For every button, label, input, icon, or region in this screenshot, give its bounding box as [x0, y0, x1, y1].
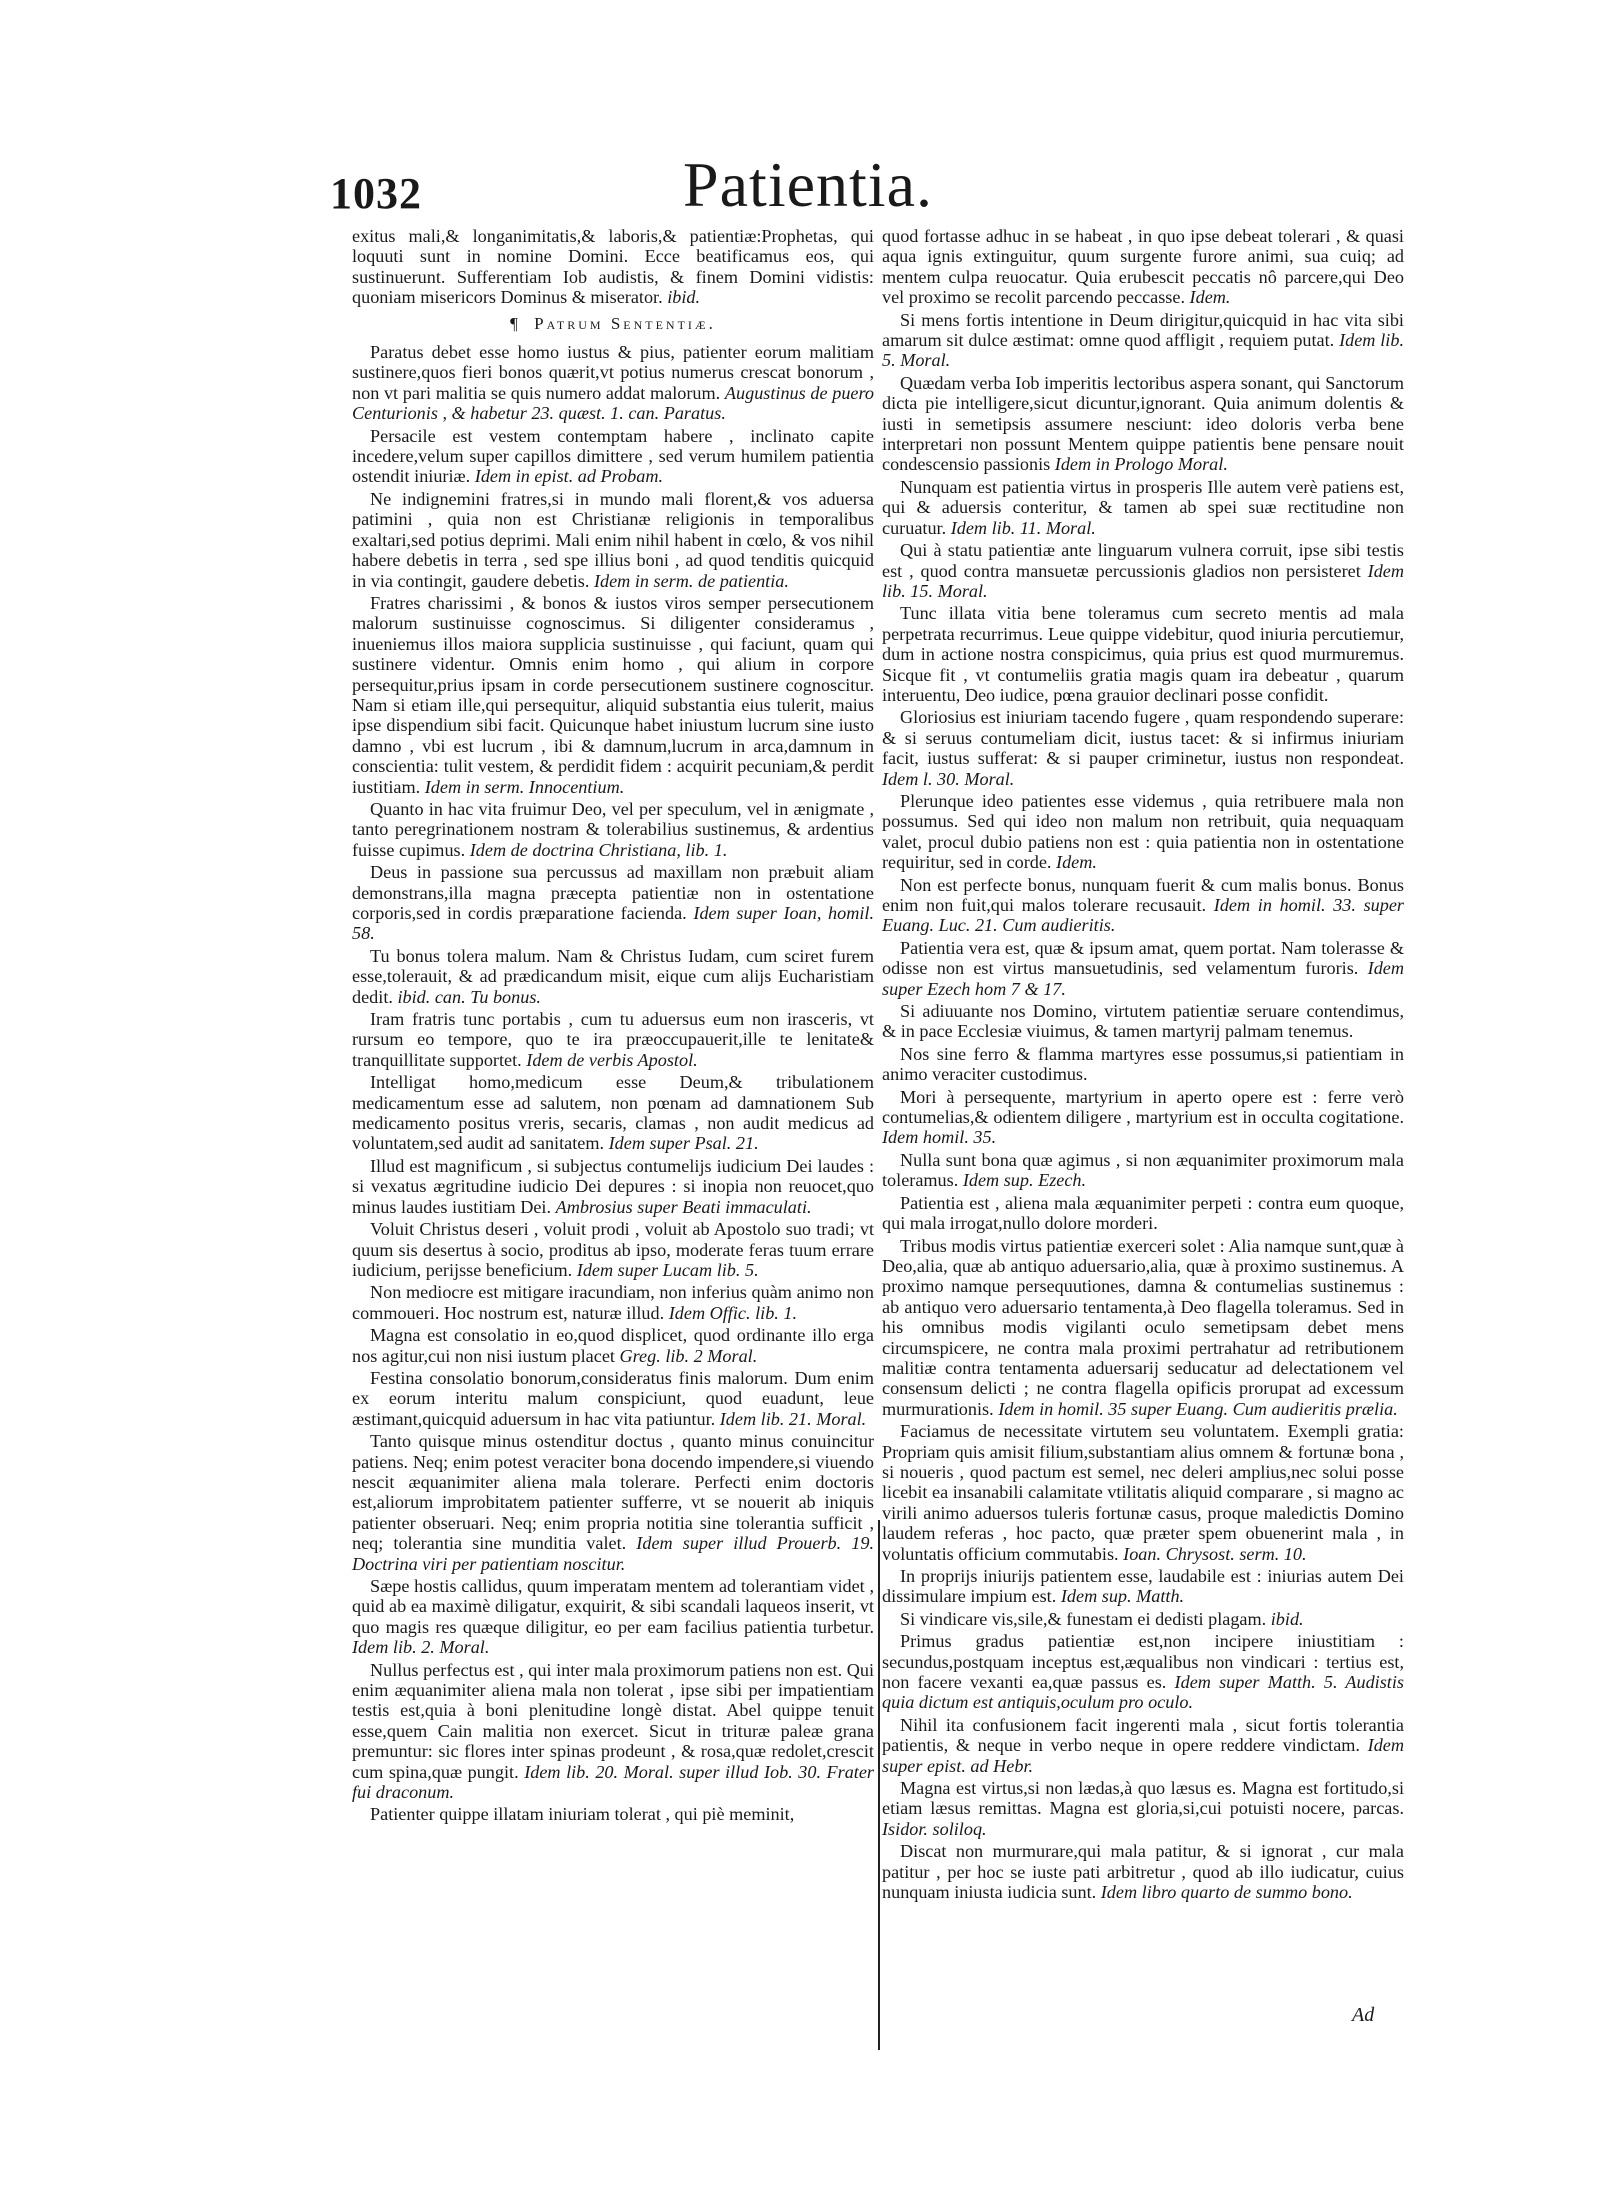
paragraph-text: Non mediocre est mitigare iracundiam, non inferius quàm animo non commoueri. Hoc nostrum est, naturæ illud.	[352, 1282, 874, 1323]
citation: Idem super Ezech hom 7 & 17.	[882, 958, 1404, 999]
paragraph-text: Fratres charissimi , & bonos & iustos viros semper persecutionem malorum sustinuisse cognoscimus. Si diligenter consideramus , inueniemus illos maiora supplicia sustinuisse , qui faciunt, quam qui sustinere videntur. Omnis enim homo , qui alium in corpore persequitur,prius ipsam in corde persecutionem sustinere cognoscitur. Nam si etiam ille,qui persequitur, aliquid substantia eius tulerit, maius ipse dispendium sibi facit. Quicunque habet iniustum lucrum sine iusto damno , vbi est lucrum , ibi & damnum,lucrum in arca,damnum in conscientia: tulit vestem, & perdidit fidem : acquirit pecuniam,& perdit iustitiam.	[352, 592, 874, 797]
paragraph-text: Ne indignemini fratres,si in mundo mali florent,& vos aduersa patimini , quia non est Christianæ religionis in temporalibus exaltari,sed potius deprimi. Mali enim nihil habent in cœlo, & vos nihil habere debetis in terra , sed spe illius boni , ad quod tenditis quicquid in via contingit, gaudere debetis.	[352, 488, 874, 591]
citation: Idem in homil. 33. super Euang. Luc. 21. Cum audieritis.	[882, 895, 1404, 936]
sententia-paragraph	[882, 1087, 1404, 1148]
paragraph-text: Gloriosius est iniuriam tacendo fugere , quam respondendo superare: & si seruus contumeliam dicit, iustus tacet: & si infirmus iniuriam facit, iustus sufferat: & si pauper criminetur, iustus non respondeat.	[882, 707, 1404, 769]
sententia-paragraph	[882, 1236, 1404, 1420]
paragraph-text: Magna est consolatio in eo,quod displicet, quod ordinante illo erga nos agitur,cui non nisi iustum placet	[352, 1325, 874, 1366]
page-number: 1032	[330, 169, 422, 218]
paragraph-text: Mori à persequente, martyrium in aperto opere est : ferre verò contumelias,& odientem diligere , martyrium est in occulta cogitatione.	[882, 1086, 1404, 1128]
citation: Idem sup. Ezech.	[962, 1170, 1087, 1191]
paragraph-text: Faciamus de necessitate virtutem seu voluntatem. Exempli gratia: Propriam quis amisit filium,substantiam alius omnem & fortunæ bona , si noueris , quod pactum est semel, nec deleri amplius,nec solui posse licebit ea insanabili calamitate vtilitatis aliquid comparare , si magno ac virili animo aduersos tuleris fortunæ casus, proque maledictis Domino laudem referas , hoc pacto, quæ præter spem obuenerint mala , in voluntatis officium commutabis.	[882, 1421, 1404, 1564]
paragraph-text: Patientia vera est, quæ & ipsum amat, quem portat. Nam tolerasse & odisse non est virtus mansuetudinis, sed velamentum furoris.	[882, 937, 1404, 979]
sententia-paragraph	[352, 1431, 874, 1574]
sententia-paragraph	[352, 489, 874, 591]
sententia-paragraph	[352, 1576, 874, 1658]
sententia-paragraph	[352, 1804, 874, 1824]
paragraph-text: Nulla sunt bona quæ agimus , si non æquanimiter proximorum mala toleramus.	[882, 1149, 1404, 1191]
paragraph-text: quod fortasse adhuc in se habeat , in quo ipse debeat tolerari , & quasi aqua ignis extinguitur, quum surgente furore animi, sua cuiq; ad mentem culpa reuocatur. Quia erubescit peccatis nô parcere,qui Deo vel proximo se recolit parcendo peccasse.	[882, 226, 1404, 308]
citation: Idem.	[1189, 287, 1231, 308]
citation: Idem lib. 20. Moral. super illud Iob. 30. Frater fui draconum.	[352, 1761, 874, 1803]
sententia-paragraph	[352, 426, 874, 487]
paragraph-text: Paratus debet esse homo iustus & pius, patienter eorum malitiam sustinere,quos fieri bonos quærit,vt potius numerus crescat bonorum , non vt pari malitia se quis numero addat malorum.	[352, 342, 874, 403]
paragraph-text: Si mens fortis intentione in Deum dirigitur,quicquid in hac vita sibi amarum sit dulce æstimat: omne quod affligit , requiem putat.	[882, 309, 1404, 351]
running-title: Patientia.	[683, 149, 933, 220]
citation: Idem lib. 5. Moral.	[882, 330, 1404, 371]
paragraph-text: Sæpe hostis callidus, quum imperatam mentem ad tolerantiam videt , quid ab ea maximè diligatur, exquirit, & sibi scandali laqueos inserit, vt quo magis res quæque diligitur, eo per eam facilius patientia turbetur.	[352, 1576, 874, 1637]
sententia-paragraph	[352, 862, 874, 944]
paragraph-text: Intelligat homo,medicum esse Deum,& tribulationem medicamentum esse ad salutem, non pœnam ad damnationem Sub medicamento positus vreris, secaris, clamas , non audit medicus ad voluntatem,sed audit ad sanitatem.	[352, 1072, 874, 1154]
sententia-paragraph	[352, 1282, 874, 1323]
paragraph-text: Tanto quisque minus ostenditur doctus , quanto minus conuincitur patiens. Neq; enim potest veraciter bona docendo impendere,si viuendo nescit æquanimiter aliena mala tolerare. Perfecti enim doctoris est,aliorum improbitatem patienter sufferre, vt se nouerit ab iniquis patienter obseruari. Neq; enim propria notitia sine tolerantia sufficit , neq; tolerantia sine munditia valet.	[352, 1431, 874, 1554]
citation: Idem super Lucam lib. 5.	[576, 1259, 759, 1280]
sententia-paragraph	[882, 1001, 1404, 1042]
paragraph-text: Quanto in hac vita fruimur Deo, vel per speculum, vel in ænigmate , tanto peregrinationem nostram & tolerabilius sustinemus, & ardentius fuisse cupimus.	[352, 798, 874, 860]
sententia-paragraph	[882, 1044, 1404, 1085]
paragraph-text: Deus in passione sua percussus ad maxillam non præbuit aliam demonstrans,illa magna præcepta patientiæ non in ostentatione corporis,sed in cordis præparatione facienda.	[352, 862, 874, 923]
paragraph-text: Nos sine ferro & flamma martyres esse possumus,si patientiam in animo veraciter custodimus.	[882, 1043, 1404, 1085]
sententia-paragraph	[882, 226, 1404, 308]
paragraph-text: Tunc illata vitia bene toleramus cum secreto mentis ad mala perpetrata recurrimus. Leue quippe videbitur, quod iniuria percutiemur, dum in actione nostra conspicimus, quia prius est quod murmuremus. Sicque fit , vt contumeliis gratia magis quam ira debeatur , quarum interuentu, Deo iudice, pœna grauior declinari posse confidit.	[882, 603, 1404, 705]
sententia-paragraph	[882, 540, 1404, 601]
paragraph-text: Tu bonus tolera malum. Nam & Christus Iudam, cum sciret furem esse,tolerauit, & ad prædicandum misit, eique cum alijs Eucharistiam dedit.	[352, 945, 874, 1007]
right-column	[882, 226, 1404, 1905]
paragraph-text: Patienter quippe illatam iniuriam tolerat , qui piè meminit,	[370, 1804, 795, 1825]
section-heading	[352, 314, 874, 334]
citation: Idem de doctrina Christiana, lib. 1.	[469, 839, 728, 860]
citation: Idem super illud Prouerb. 19. Doctrina viri per patientiam noscitur.	[352, 1533, 874, 1574]
citation: Idem super epist. ad Hebr.	[882, 1735, 1405, 1776]
sententia-paragraph	[352, 593, 874, 797]
citation: Idem in homil. 35 super Euang. Cum audieritis prælia.	[998, 1398, 1398, 1419]
paragraph-text: Plerunque ideo patientes esse videmus , quia retribuere mala non possumus. Sed qui ideo non malum non retribuit, quia nequaquam valet, procul dubio patiens non est : quia patientia non in ostentatione requiritur, sed in corde.	[882, 790, 1404, 873]
paragraph-text: Non est perfecte bonus, nunquam fuerit & cum malis bonus. Bonus enim non fuit,qui malos tolerare recusauit.	[882, 874, 1404, 915]
citation: Idem in epist. ad Probam.	[474, 466, 664, 487]
sententia-paragraph	[882, 1150, 1404, 1191]
sententia-paragraph	[882, 1566, 1404, 1607]
sententia-paragraph	[882, 791, 1404, 873]
sententia-paragraph	[352, 342, 874, 424]
paragraph-text: Si adiuuante nos Domino, virtutem patientiæ seruare contendimus, & in pace Ecclesiæ viuimus, & tamen martyrij palmam tenemus.	[882, 1001, 1404, 1042]
citation: Idem super Matth. 5. Audistis quia dictum est antiquis,oculum pro oculo.	[882, 1672, 1404, 1713]
paragraph-text: Primus gradus patientiæ est,non incipere iniustitiam : secundus,postquam inceptus est,æqualibus non vindicari : tertius est, non facere vexanti ea,quæ passus es.	[882, 1631, 1404, 1693]
citation: Augustinus de puero Centurionis , & habetur 23. quæst. 1. can. Paratus.	[352, 382, 874, 424]
paragraph-text: Iram fratris tunc portabis , cum tu aduersus eum non irasceris, vt rursum eo tempore, quo te ira præoccupauerit,ille te lenitate& tranquillitate supportet.	[352, 1009, 874, 1070]
citation: Idem in Prologo Moral.	[1054, 454, 1228, 475]
sententia-paragraph	[352, 1325, 874, 1366]
sententia-paragraph	[882, 1778, 1404, 1839]
paragraph-text: Illud est magnificum , si subjectus contumelijs iudicium Dei laudes : si vexatus ægritudine iudicio Dei depures : si inopia non reuocet,quo minus laudes iustitiam Dei.	[352, 1155, 874, 1217]
column-rule	[878, 1520, 880, 2050]
citation: Idem super Psal. 21.	[608, 1133, 759, 1154]
paragraph-text: Nihil ita confusionem facit ingerenti mala , sicut fortis tolerantia patientis, & neque in verbo neque in opere reddere vindictam.	[882, 1714, 1404, 1756]
citation: Greg. lib. 2 Moral.	[619, 1345, 758, 1366]
paragraph-text: Quædam verba Iob imperitis lectoribus aspera sonant, qui Sanctorum dicta pie intelligere,sicut dicuntur,ignorant. Quia animum dolentis & iusti in semetipsis assumere nesciunt: ideo doloris verba bene interpretari non possunt Mentem quippe patientis bene pensare nouit condescensio passionis	[882, 372, 1404, 475]
sententia-paragraph	[352, 799, 874, 860]
citation: Ioan. Chrysost. serm. 10.	[1123, 1543, 1307, 1564]
citation: ibid. can. Tu bonus.	[397, 986, 541, 1007]
sententia-paragraph	[882, 477, 1404, 538]
sententia-paragraph	[352, 1072, 874, 1154]
citation: Idem lib. 2. Moral.	[352, 1637, 490, 1658]
sententia-paragraph	[882, 1193, 1404, 1234]
sententia-paragraph	[882, 1841, 1404, 1902]
citation: Idem homil. 35.	[882, 1127, 997, 1148]
sententia-paragraph	[882, 938, 1404, 999]
right-paragraph-list	[882, 226, 1404, 1903]
citation: Idem Offic. lib. 1.	[668, 1302, 798, 1323]
paragraph-text: Tribus modis virtus patientiæ exerceri solet : Alia namque sunt,quæ à Deo,alia, quæ ab antiquo aduersario,alia, quæ à proximo sustinemus. A proximo namque persequutiones, damna & contumelias sustinemus : ab antiquo vero aduersario tentamenta,à Deo flagella toleramus. Sed in his omnibus modis vigilanti oculo semetipsam debet mens circumspicere, ne contra mala proximi pertrahatur ad retributionem malitiæ contra tentamenta aduersarij seducatur ad delectationem vel consensum delicti ; ne contra flagella opificis prorupat ad excessum murmurationis.	[882, 1235, 1404, 1419]
citation: Idem sup. Matth.	[1060, 1586, 1185, 1607]
paragraph-text: Magna est virtus,si non lædas,à quo læsus es. Magna est fortitudo,si etiam læsus remittas. Magna est gloria,si,cui potuisti nocere, parcas.	[882, 1778, 1404, 1819]
paragraph-text: Si vindicare vis,sile,& funestam ei dedisti plagam.	[900, 1608, 1267, 1629]
sententia-paragraph	[882, 1715, 1404, 1776]
citation: Idem lib. 21. Moral.	[719, 1408, 867, 1429]
intro-paragraph	[352, 226, 874, 308]
paragraph-text: Nunquam est patientia virtus in prosperis Ille autem verè patiens est, qui & aduersis conteritur, & tamen ab spei suæ rectitudine non curuatur.	[882, 476, 1404, 538]
sententia-paragraph	[882, 875, 1404, 936]
citation: Idem lib. 11. Moral.	[950, 517, 1096, 538]
sententia-paragraph	[352, 1219, 874, 1280]
sententia-paragraph	[882, 1421, 1404, 1564]
sententia-paragraph	[352, 1009, 874, 1070]
citation: Idem de verbis Apostol.	[526, 1049, 698, 1070]
sententia-paragraph	[352, 1368, 874, 1429]
sententia-paragraph	[882, 707, 1404, 789]
paragraph-text: Festina consolatio bonorum,consideratus finis malorum. Dum enim ex eorum interitu malum conspiciunt, quod euadunt, leue æstimant,quicquid aduersum in hac vita patiuntur.	[352, 1367, 874, 1429]
citation: Idem in serm. Innocentium.	[424, 776, 625, 797]
paragraph-text: Discat non murmurare,qui mala patitur, & si ignorat , cur mala patitur , per hoc se iuste pati arbitretur , quod ab illo iudicatur, cuius nunquam iniusta iudicia sunt.	[882, 1841, 1404, 1903]
left-paragraph-list	[352, 342, 874, 1825]
sententia-paragraph	[352, 946, 874, 1007]
sententia-paragraph	[882, 1609, 1404, 1629]
catchword: Ad	[1352, 2004, 1375, 2026]
sententia-paragraph	[882, 1631, 1404, 1713]
citation: Idem lib. 15. Moral.	[882, 560, 1404, 601]
section-heading-label: Patrum Sententiæ.	[534, 313, 716, 333]
paragraph-text: Qui à statu patientiæ ante linguarum vulnera corruit, ipse sibi testis est , quod contra mansuetæ percussionis gladios non persisteret	[882, 540, 1404, 581]
sententia-paragraph	[882, 373, 1404, 475]
paragraph-text: exitus mali,& longanimitatis,& laboris,& patientiæ:Prophetas, qui loquuti sunt in nomine Domini. Ecce beatificamus eos, qui sustinuerunt. Sufferentiam Iob audistis, & finem Domini vidistis: quoniam misericors Dominus & miserator.	[352, 226, 874, 308]
citation: Idem in serm. de patientia.	[593, 570, 789, 591]
sententia-paragraph	[882, 603, 1404, 705]
pilcrow-icon: ¶	[510, 313, 521, 333]
citation: ibid.	[667, 287, 701, 308]
sententia-paragraph	[352, 1156, 874, 1217]
paragraph-text: Persacile est vestem contemptam habere , inclinato capite incedere,velum super capillos dimittere , sed verum humilem patientia ostendit iniuriæ.	[352, 425, 874, 487]
citation: ibid.	[1270, 1608, 1304, 1629]
citation: Idem super Ioan, homil. 58.	[352, 903, 875, 944]
citation: Isidor. soliloq.	[882, 1818, 987, 1839]
paragraph-text: Voluit Christus deseri , voluit prodi , voluit ab Apostolo suo tradi; vt quum sis desertus à socio, proditus ab ipso, moderate feras tuum errare iudicium, perijsse beneficium.	[352, 1219, 874, 1280]
citation: Idem l. 30. Moral.	[882, 768, 1015, 789]
citation: Ambrosius super Beati immaculati.	[555, 1196, 812, 1217]
sententia-paragraph	[882, 310, 1404, 371]
sententia-paragraph	[352, 1660, 874, 1803]
left-column	[352, 226, 874, 1827]
citation: Idem libro quarto de summo bono.	[1100, 1882, 1353, 1903]
paragraph-text: Patientia est , aliena mala æquanimiter perpeti : contra eum quoque, qui mala irrogat,nullo dolore morderi.	[882, 1192, 1404, 1234]
paragraph-text: In proprijs iniurijs patientem esse, laudabile est : iniurias autem Dei dissimulare impium est.	[882, 1566, 1404, 1607]
citation: Idem.	[1056, 852, 1097, 873]
paragraph-text: Nullus perfectus est , qui inter mala proximorum patiens non est. Qui enim æquanimiter aliena mala non tolerat , ipse sibi per impatientiam testis est,quia à boni plenitudine longè distat. Abel quippe tenuit esse,quem Cain malitia non exercet. Sicut in trituræ paleæ grana premuntur: sic flores inter spinas prodeunt , & rosa,quæ redolet,crescit cum spina,quæ pungit.	[352, 1659, 874, 1782]
